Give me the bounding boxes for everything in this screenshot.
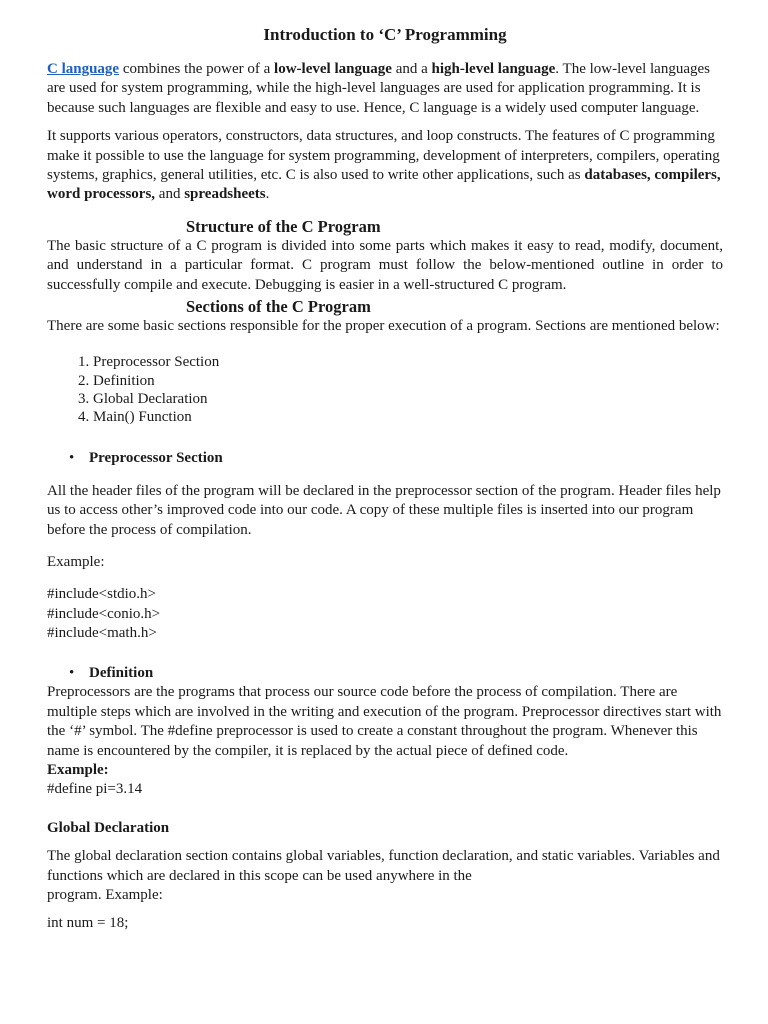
definition-paragraph: Preprocessors are the programs that process our source code before the process of compilation. There are multiple steps which are involved in the writing and execution of the program. Preprocessor directives start with the ‘#’ symbol. The #define preprocessor is used to create a constant throughout the program. Whenever this name is encountered by the compiler, it is replaced by the actual piece of defined code. — [47, 684, 722, 759]
global-code: int num = 18; — [47, 915, 129, 932]
intro-text-3: . The low-level languages are used for system programming, while the high-level languages are used for application programming. It is because such languages are flexible and easy to use. Hence, C language is a widely used computer language. — [47, 61, 710, 116]
list-item: 1. Preprocessor Section — [93, 353, 723, 371]
intro-bold-1: low-level language — [274, 61, 392, 77]
list-item: 4. Main() Function — [93, 408, 723, 426]
code-line: #include<math.h> — [47, 624, 157, 641]
features-paragraph — [47, 127, 723, 205]
sections-paragraph: There are some basic sections responsible for the proper execution of a program. Sections are mentioned below: — [47, 318, 720, 335]
preprocessor-heading: Preprocessor Section — [89, 450, 223, 467]
preprocessor-code-block — [47, 585, 723, 643]
definition-heading: Definition — [89, 664, 154, 681]
intro-text-1: combines the power of a — [119, 61, 275, 77]
global-heading: Global Declaration — [47, 819, 170, 836]
intro-bold-2: high-level language — [431, 61, 556, 77]
code-line: #include<stdio.h> — [47, 586, 156, 603]
page-title: Introduction to ‘C’ Programming — [263, 25, 507, 44]
global-paragraph-1: The global declaration section contains global variables, function declaration, and static variables. Variables and functions which are declared in this scope can be used anywhere in the — [47, 848, 720, 884]
document-page — [47, 24, 723, 934]
sections-list — [47, 353, 723, 426]
preprocessor-paragraph: All the header files of the program will be declared in the preprocessor section of the program. Header files help us to access other’s improved code into our code. A copy of these multiple files is inserted into our program before the process of compilation. — [47, 482, 721, 538]
c-language-link[interactable]: C language — [47, 61, 120, 77]
bullet-icon: • — [69, 664, 75, 681]
intro-paragraph — [47, 60, 723, 118]
features-text-2: and — [155, 186, 185, 203]
intro-text-2: and a — [391, 61, 432, 77]
preprocessor-example-label: Example: — [47, 553, 105, 570]
structure-heading: Structure of the C Program — [186, 216, 381, 236]
definition-code: #define pi=3.14 — [47, 781, 143, 798]
code-line: #include<conio.h> — [47, 605, 161, 622]
bullet-icon: • — [69, 450, 75, 467]
features-bold-1: databases, compilers, word processors, — [47, 167, 721, 203]
features-bold-2: spreadsheets — [184, 186, 266, 203]
definition-example-label: Example: — [47, 761, 109, 778]
list-item: 3. Global Declaration — [93, 390, 723, 408]
features-text-3: . — [265, 186, 270, 203]
structure-paragraph: The basic structure of a C program is divided into some parts which makes it easy to read, modify, document, and understand in a particular format. C program must follow the below-mentioned outline in order to successfully compile and execute. Debugging is easier in a well-structured C program. — [47, 237, 723, 293]
sections-heading: Sections of the C Program — [186, 297, 371, 317]
preprocessor-heading-row — [47, 449, 723, 468]
global-paragraph-2: program. Example: — [47, 886, 163, 903]
features-text-1: It supports various operators, constructors, data structures, and loop constructs. The features of C programming make it possible to use the language for system programming, development of interpreters, compilers, operating systems, graphics, general utilities, etc. C is also used to write other applications, such as — [47, 128, 720, 184]
list-item: 2. Definition — [93, 372, 723, 390]
definition-heading-row — [47, 664, 723, 683]
